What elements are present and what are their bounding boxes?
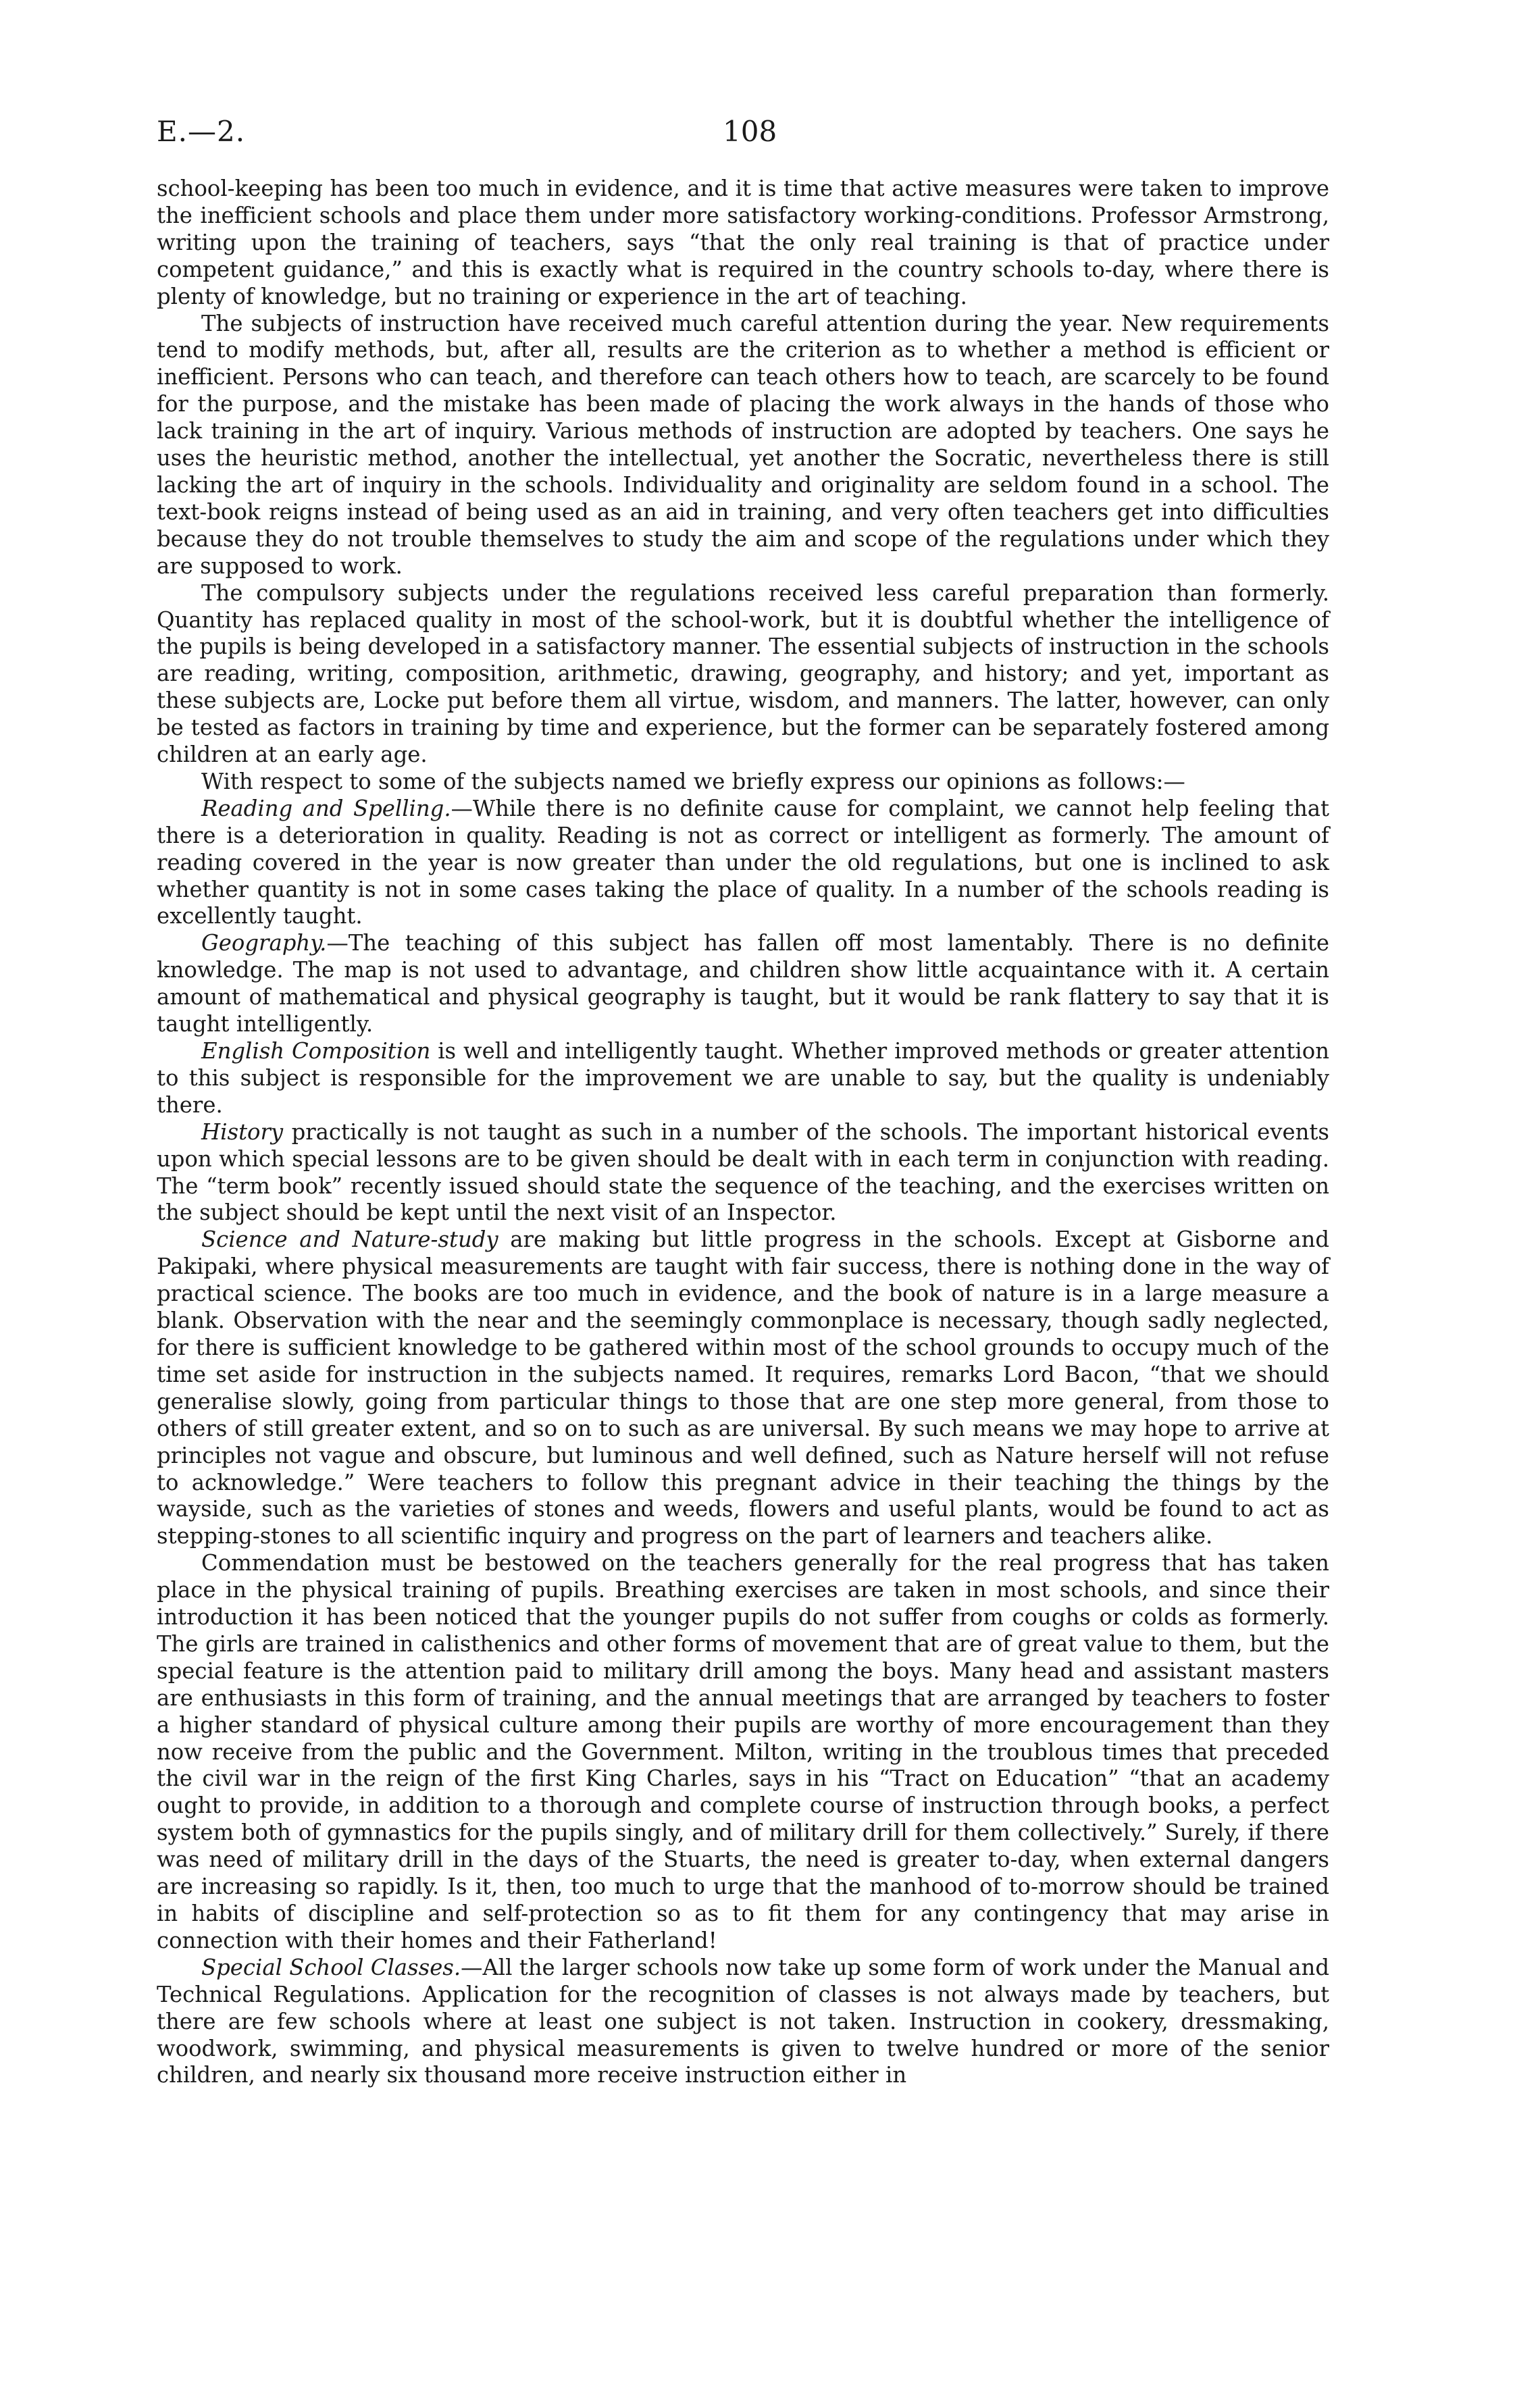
- paragraph-compulsory-subjects: [157, 580, 1329, 769]
- page-header: [157, 115, 1393, 162]
- paragraph-text: is well and intelligently taught. Whether improved methods or greater attention to this subject is responsible for the improvement we are unable to say, but the quality is undeniably there.: [157, 1038, 1329, 1118]
- paragraph-text: With respect to some of the subjects named we briefly express our opinions as follows:—: [201, 768, 1185, 794]
- paragraph-text: —While there is no definite cause for complaint, we cannot help feeling that there is a deterioration in quality. Reading is not as correct or intelligent as formerly. The amount of reading covered in the year is now greater than under the old regulations, but one is inclined to ask whether quantity is not in some cases taking the place of quality. In a number of the schools reading is excellently taught.: [157, 795, 1330, 929]
- paragraph-text: are making but little progress in the schools. Except at Gisborne and Pakipaki, where physical measurements are taught with fair success, there is nothing done in the way of practical science. The books are too much in evidence, and the book of nature is in a large measure a blank. Observation with the near and the seemingly commonplace is necessary, though sadly neglected, for there is sufficient knowledge to be gathered within most of the school grounds to occupy much of the time set aside for instruction in the subjects named. It requires, remarks Lord Bacon, “that we should generalise slowly, going from particular things to those that are one step more general, from those to others of still greater extent, and so on to such as are universal. By such means we may hope to arrive at principles not vague and obscure, but luminous and well defined, such as Nature herself will not refuse to acknowledge.” Were teachers to follow this pregnant advice in their teaching the things by the wayside, such as the varieties of stones and weeds, flowers and useful plants, would be found to act as stepping-stones to all scientific inquiry and progress on the part of learners and teachers alike.: [157, 1227, 1329, 1549]
- report-code: E.—2.: [157, 115, 246, 148]
- paragraph-special-school-classes: [157, 1955, 1329, 2090]
- document-body: [157, 176, 1329, 2089]
- paragraph-physical-training: [157, 1550, 1329, 1955]
- paragraph-science-nature-study: [157, 1227, 1329, 1550]
- paragraph-english-composition: [157, 1038, 1329, 1119]
- paragraph-text: —All the larger schools now take up some form of work under the Manual and Technical Regulations. Application for the recognition of classes is not always made by teachers, but there are few schools where at least one subject is not taken. Instruction in cookery, dressmaking, woodwork, swimming, and physical measurements is given to twelve hundred or more of the senior children, and nearly six thousand more receive instruction either in: [157, 1954, 1329, 2088]
- paragraph-geography: [157, 930, 1329, 1038]
- section-heading: History: [201, 1118, 284, 1145]
- paragraph-text: The compulsory subjects under the regulations received less careful preparation than formerly. Quantity has replaced quality in most of the school-work, but it is doubtful whether the intelligence of the pupils is being developed in a satisfactory manner. The essential subjects of instruction in the schools are reading, writing, composition, arithmetic, drawing, geography, and history; and yet, important as these subjects are, Locke put before them all virtue, wisdom, and manners. The latter, however, can only be tested as factors in training by time and experience, but the former can be separately fostered among children at an early age.: [157, 580, 1329, 768]
- paragraph-text: —The teaching of this subject has fallen off most lamentably. There is no definite knowledge. The map is not used to advantage, and children show little acquaintance with it. A certain amount of mathematical and physical geography is taught, but it would be rank flattery to say that it is taught intelligently.: [157, 930, 1329, 1037]
- paragraph-text: Commendation must be bestowed on the teachers generally for the real progress that has taken place in the physical training of pupils. Breathing exercises are taken in most schools, and since their introduction it has been noticed that the younger pupils do not suffer from coughs or colds as formerly. The girls are trained in calisthenics and other forms of movement that are of great value to them, but the special feature is the attention paid to military drill among the boys. Many head and assistant masters are enthusiasts in this form of training, and the annual meetings that are arranged by teachers to foster a higher standard of physical culture among their pupils are worthy of more encouragement than they now receive from the public and the Government. Milton, writing in the troublous times that preceded the civil war in the reign of the first King Charles, says in his “Tract on Education” “that an academy ought to provide, in addition to a thorough and complete course of instruction through books, a perfect system both of gymnastics for the pupils singly, and of military drill for them collectively.” Surely, if there was need of military drill in the days of the Stuarts, the need is greater to-day, when external dangers are increasing so rapidly. Is it, then, too much to urge that the manhood of to-morrow should be trained in habits of discipline and self-protection so as to fit them for any contingency that may arise in connection with their homes and their Fatherland!: [157, 1550, 1329, 1953]
- section-heading: English Composition: [201, 1038, 431, 1064]
- paragraph-subjects-of-instruction: [157, 311, 1329, 580]
- paragraph-school-keeping: [157, 176, 1329, 311]
- paragraph-text: The subjects of instruction have received much careful attention during the year. New requirements tend to modify methods, but, after all, results are the criterion as to whether a method is efficient or inefficient. Persons who can teach, and therefore can teach others how to teach, are scarcely to be found for the purpose, and the mistake has been made of placing the work always in the hands of those who lack training in the art of inquiry. Various methods of instruction are adopted by teachers. One says he uses the heuristic method, another the intellectual, yet another the Socratic, nevertheless there is still lacking the art of inquiry in the schools. Individuality and originality are seldom found in a school. The text-book reigns instead of being used as an aid in training, and very often teachers get into difficulties because they do not trouble themselves to study the aim and scope of the regulations under which they are supposed to work.: [157, 310, 1329, 579]
- section-heading: Geography.: [201, 930, 327, 956]
- paragraph-text: school-keeping has been too much in evidence, and it is time that active measures were taken to improve the inefficient schools and place them under more satisfactory working-conditions. Professor Armstrong, writing upon the training of teachers, says “that the only real training is that of practice under competent guidance,” and this is exactly what is required in the country schools to-day, where there is plenty of knowledge, but no training or experience in the art of teaching.: [157, 176, 1329, 309]
- page-number: 108: [723, 115, 777, 148]
- section-heading: Special School Classes.: [201, 1954, 461, 1980]
- section-heading: Science and Nature-study: [201, 1227, 498, 1253]
- paragraph-history: [157, 1119, 1329, 1227]
- paragraph-text: practically is not taught as such in a number of the schools. The important historical events upon which special lessons are to be given should be dealt with in each term in conjunction with reading. The “term book” recently issued should state the sequence of the teaching, and the exercises written on the subject should be kept until the next visit of an Inspector.: [157, 1118, 1329, 1226]
- paragraph-reading-spelling: [157, 796, 1329, 931]
- section-heading: Reading and Spelling.: [201, 795, 451, 821]
- paragraph-opinions-intro: [157, 769, 1329, 796]
